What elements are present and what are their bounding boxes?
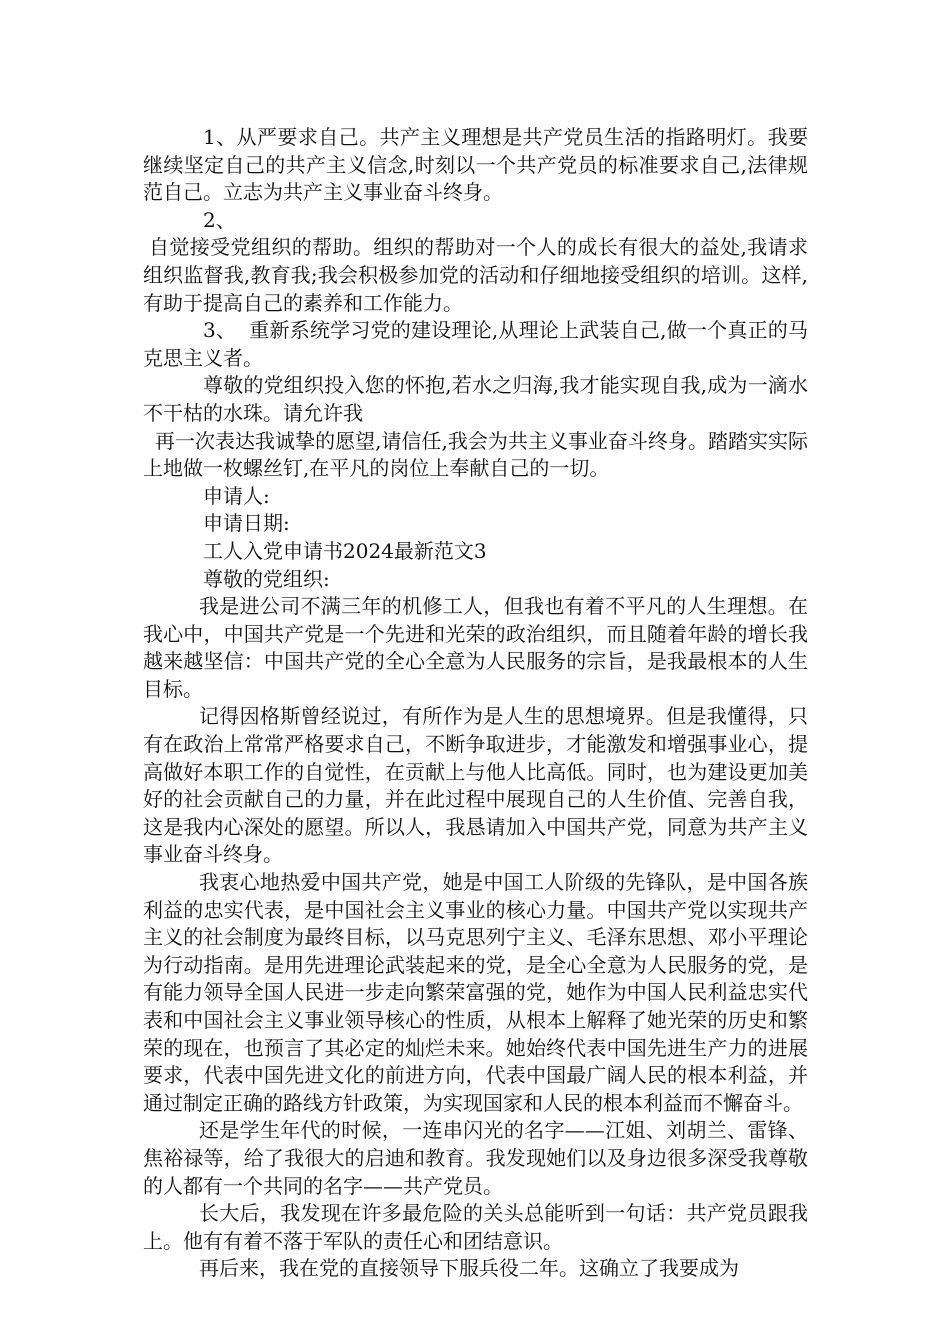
- paragraph-item-2-number: 2、: [203, 207, 236, 232]
- paragraph-grown-up: 长大后，我发现在许多最危险的关头总能听到一句话：共产党员跟我上。他有有着不落于军队的责任心和团结意识。: [143, 1201, 808, 1253]
- salutation: 尊敬的党组织:: [203, 566, 330, 591]
- paragraph-love-party: 我衷心地热爱中国共产党，她是中国工人阶级的先锋队，是中国各族利益的忠实代表，是中国社会主义事业的核心力量。中国共产党以实现共产主义的社会制度为最终目标，以马克思列宁主义、毛泽东思想、邓小平理论为行动指南。是用先进理论武装起来的党，是全心全意为人民服务的党，是有能力领导全国人民进一步走向繁荣富强的党，她作为中国人民利益忠实代表和中国社会主义事业领导核心的性质，从根本上解释了她光荣的历史和繁荣的现在，也预言了其必定的灿烂未来。她始终代表中国先进生产力的进展要求，代表中国先进文化的前进方向，代表中国最广阔人民的根本利益，并通过制定正确的路线方针政策，为实现国家和人民的根本利益而不懈奋斗。: [143, 870, 808, 1115]
- paragraph-closing-continued: 再一次表达我诚挚的愿望,请信任,我会为共主义事业奋斗终身。踏踏实实际上地做一枚螺丝钉,在平凡的岗位上奉献自己的一切。: [143, 428, 808, 481]
- paragraph-intro: 我是进公司不满三年的机修工人，但我也有着不平凡的人生理想。在我心中，中国共产党是一个先进和光荣的政治组织，而且随着年龄的增长我越来越坚信：中国共产党的全心全意为人民服务的宗旨，是我最根本的人生目标。: [143, 594, 808, 701]
- paragraph-engels: 记得因格斯曾经说过，有所作为是人生的思想境界。但是我懂得，只有在政治上常常严格要求自己，不断争取进步，才能激发和增强事业心，提高做好本职工作的自觉性，在贡献上与他人比高低。同时，也为建设更加美好的社会贡献自己的力量，并在此过程中展现自己的人生价值、完善自我，这是我内心深处的愿望。所以人，我恳请加入中国共产党，同意为共产主义事业奋斗终身。: [143, 704, 808, 867]
- document-body: [143, 124, 808, 1283]
- application-date-label: 申请日期:: [203, 511, 290, 536]
- section-title: 工人入党申请书2024最新范文3: [203, 538, 487, 563]
- applicant-label: 申请人:: [203, 483, 270, 508]
- paragraph-item-1: 1、从严要求自己。共产主义理想是共产党员生活的指路明灯。我要继续坚定自己的共产主义信念,时刻以一个共产党员的标准要求自己,法律规范自己。立志为共产主义事业奋斗终身。: [143, 125, 808, 205]
- paragraph-closing: 尊敬的党组织投入您的怀抱,若水之归海,我才能实现自我,成为一滴水不干枯的水珠。请允许我: [143, 373, 808, 425]
- paragraph-military: 再后来，我在党的直接领导下服兵役二年。这确立了我要成为: [199, 1256, 739, 1281]
- paragraph-student-years: 还是学生年代的时候，一连串闪光的名字——江姐、刘胡兰、雷锋、焦裕禄等，给了我很大的启迪和教育。我发现她们以及身边很多深受我尊敬的人都有一个共同的名字——共产党员。: [143, 1118, 808, 1198]
- paragraph-item-3: 3、 重新系统学习党的建设理论,从理论上武装自己,做一个真正的马克思主义者。: [143, 318, 808, 370]
- paragraph-item-2: 自觉接受党组织的帮助。组织的帮助对一个人的成长有很大的益处,我请求组织监督我,教育我;我会积极参加党的活动和仔细地接受组织的培训。这样,有助于提高自己的素养和工作能力。: [143, 235, 808, 315]
